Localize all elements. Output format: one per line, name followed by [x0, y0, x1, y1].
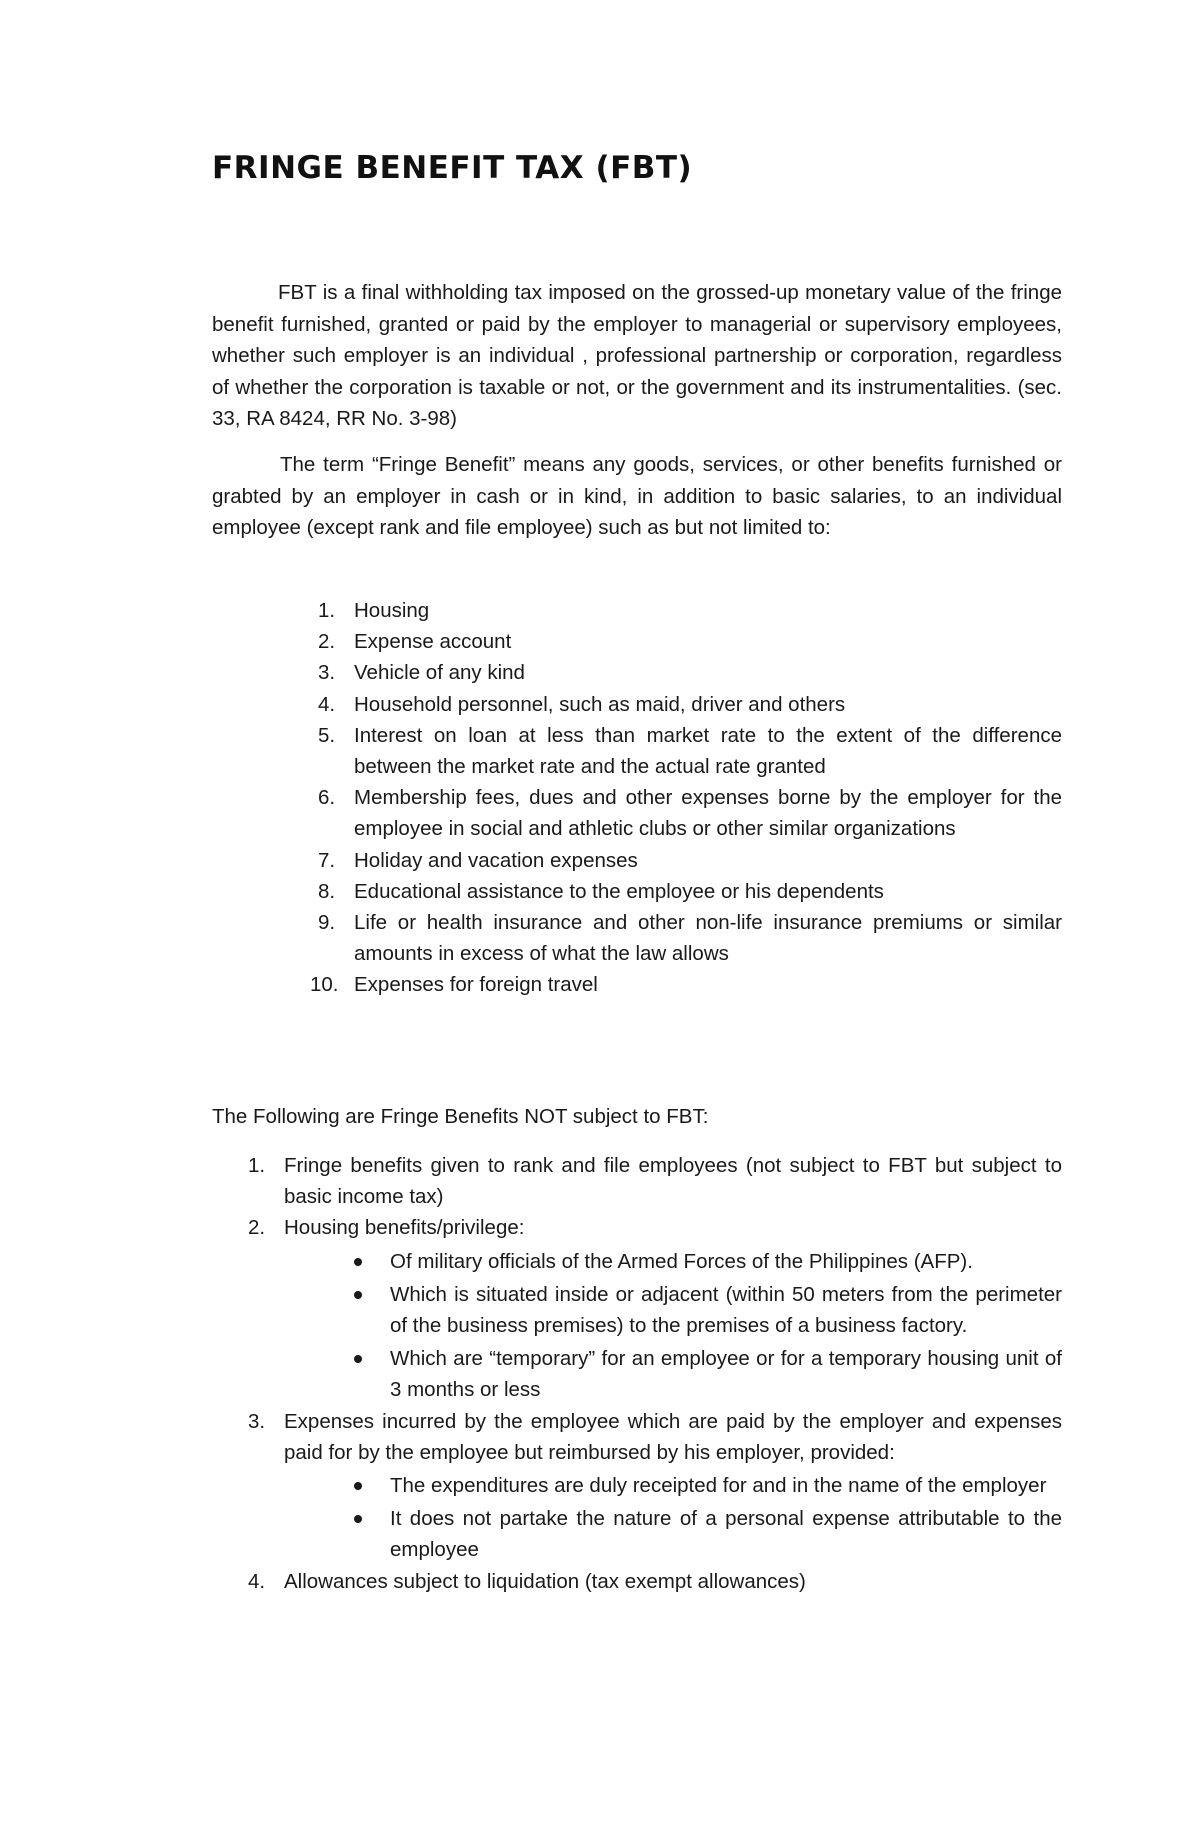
fringe-benefit-definition-text: The term “Fringe Benefit” means any goods, services, or other benefits furnished or grabted by an employer in cash or in kind, in addition to basic salaries, to an individual employee (except rank and file employee) such as but not limited to:: [212, 453, 1062, 539]
list-item: [318, 782, 1062, 844]
list-item-text: Expense account: [354, 630, 512, 654]
list-item-text: Holiday and vacation expenses: [354, 848, 638, 872]
document-title: FRINGE BENEFIT TAX (FBT): [212, 150, 693, 186]
fringe-benefits-list: [310, 595, 1062, 1001]
list-item: [248, 1406, 1062, 1566]
list-number: 7.: [318, 848, 336, 872]
sub-list: [284, 1246, 1062, 1406]
list-number: 9.: [318, 911, 336, 935]
list-item: [318, 845, 1062, 876]
fringe-benefit-definition-paragraph: [212, 449, 1062, 544]
list-number: 1.: [318, 599, 336, 622]
sub-list-item-text: It does not partake the nature of a personal expense attributable to the employee: [390, 1507, 1062, 1562]
list-item-text: Allowances subject to liquidation (tax exempt allowances): [284, 1569, 806, 1593]
list-item-text: Interest on loan at less than market rate to the extent of the difference between the market rate and the actual rate granted: [354, 723, 1062, 779]
list-number: 5.: [318, 723, 336, 747]
list-item-text: Household personnel, such as maid, driver and others: [354, 692, 846, 716]
list-item-text: Vehicle of any kind: [354, 661, 525, 685]
list-item: [248, 1566, 1062, 1597]
list-number: 4.: [248, 1569, 266, 1593]
list-number: 3.: [318, 661, 336, 685]
list-item-text: Educational assistance to the employee or his dependents: [354, 879, 884, 903]
sub-list-item: [354, 1343, 1062, 1405]
sub-list-item: [354, 1279, 1062, 1341]
fbt-definition-text: FBT is a final withholding tax imposed on the grossed-up monetary value of the fringe benefit furnished, granted or paid by the employer to managerial or supervisory employees, whether such employer is an individual , professional partnership or corporation, regardless of whether the corporation is taxable or not, or the government and its instrumentalities. (sec. 33, RA 8424, RR No. 3-98): [212, 281, 1062, 430]
sub-list-item: [354, 1470, 1062, 1501]
sub-list-item: [354, 1503, 1062, 1565]
list-item-text: Fringe benefits given to rank and file employees (not subject to FBT but subject to basic income tax): [284, 1154, 1062, 1209]
bullet-icon: [354, 1482, 362, 1490]
bullet-icon: [354, 1258, 362, 1266]
list-item: [318, 626, 1062, 657]
list-item: [318, 907, 1062, 969]
sub-list-item: [354, 1246, 1062, 1277]
list-item: [318, 876, 1062, 907]
list-item-text: Membership fees, dues and other expenses borne by the employer for the employee in social and athletic clubs or other similar organizations: [354, 786, 1062, 841]
bullet-icon: [354, 1355, 362, 1363]
list-number: 1.: [248, 1154, 266, 1177]
list-number: 2.: [248, 1216, 266, 1240]
list-item-text: Housing benefits/privilege:: [284, 1216, 525, 1240]
list-item: [310, 969, 1062, 1000]
list-item-text: Life or health insurance and other non-life insurance premiums or similar amounts in excess of what the law allows: [354, 911, 1062, 966]
list-item-text: Housing: [354, 599, 430, 622]
bullet-icon: [354, 1291, 362, 1299]
not-subject-heading: The Following are Fringe Benefits NOT subject to FBT:: [212, 1105, 709, 1128]
sub-list-item-text: Of military officials of the Armed Forces of the Philippines (AFP).: [390, 1249, 973, 1273]
list-item: [318, 595, 1062, 626]
list-item-text: Expenses for foreign travel: [354, 973, 598, 997]
list-item: [318, 657, 1062, 688]
list-item: [248, 1212, 1062, 1405]
list-number: 2.: [318, 630, 336, 654]
not-subject-list: [248, 1150, 1062, 1597]
list-number: 3.: [248, 1409, 266, 1433]
list-number: 10.: [310, 973, 339, 997]
list-item: [318, 689, 1062, 720]
sub-list-item-text: Which is situated inside or adjacent (within 50 meters from the perimeter of the business premises) to the premises of a business factory.: [390, 1282, 1062, 1338]
list-item: [318, 720, 1062, 782]
bullet-icon: [354, 1515, 362, 1523]
list-number: 6.: [318, 786, 336, 810]
list-item-text: Expenses incurred by the employee which are paid by the employer and expenses paid for by the employee but reimbursed by his employer, provided:: [284, 1409, 1062, 1464]
sub-list-item-text: Which are “temporary” for an employee or for a temporary housing unit of 3 months or less: [390, 1347, 1062, 1402]
fbt-definition-paragraph: [212, 277, 1062, 435]
list-number: 8.: [318, 879, 336, 903]
sub-list: [284, 1470, 1062, 1566]
list-item: [248, 1150, 1062, 1212]
sub-list-item-text: The expenditures are duly receipted for and in the name of the employer: [390, 1474, 1047, 1498]
list-number: 4.: [318, 692, 336, 716]
